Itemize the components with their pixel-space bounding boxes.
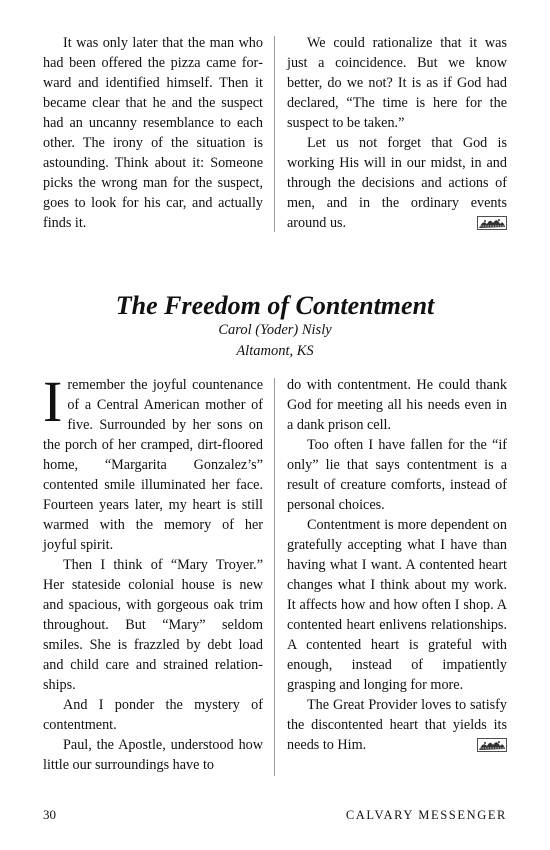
- article-left-column: [43, 369, 263, 775]
- article-paragraph: Contentment is more dependent on gratefully accepting what I have than having what I want. A contented heart changes what I think about my work. It affects how and how often I shop. A contented heart enlivens relationships. A contented heart is grateful with enough, instead of impatiently grasping and longing for more.: [287, 517, 507, 693]
- end-mark-icon: [477, 216, 507, 230]
- article-paragraph: Too often I have fallen for the “if only” lie that says contentment is a result of creature comforts, instead of personal choices.: [287, 437, 507, 513]
- article-location: Altamont, KS: [236, 343, 314, 359]
- column-divider-bottom: [274, 378, 275, 776]
- previous-article-left-column: [43, 33, 263, 233]
- article-paragraph: And I ponder the mystery of contentment.: [43, 697, 263, 733]
- article-continuation: do with contentment. He could thank God for meeting all his needs even in a dank prison cell.: [287, 377, 507, 433]
- column-divider-top: [274, 36, 275, 232]
- magazine-name: CALVARY MESSENGER: [345, 808, 507, 822]
- article-first-paragraph: [43, 369, 263, 555]
- article-right-column: [287, 375, 507, 755]
- article-last-text: The Great Provider loves to satisfy the discontented heart that yields its needs to Him.: [287, 697, 507, 753]
- article-title: The Freedom of Contentment: [115, 291, 435, 320]
- drop-cap: I: [43, 369, 63, 434]
- end-mark-icon: [477, 738, 507, 752]
- previous-article-right-column: [287, 33, 507, 233]
- article-paragraph: Then I think of “Mary Troyer.” Her stateside colonial house is new and spacious, with gorgeous oak trim throughout. But “Mary” seldom smiles. She is frazzled by debt load and child care and strained relationships.: [43, 557, 263, 693]
- page-number: 30: [43, 807, 56, 822]
- article-author: Carol (Yoder) Nisly: [218, 322, 332, 338]
- article-paragraph: [287, 695, 507, 755]
- previous-article-last-text: Let us not forget that God is working His will in our midst, in and through the decisions and actions of men, and in the ordinary events around us.: [287, 135, 507, 231]
- previous-article-paragraph: [287, 133, 507, 233]
- previous-article-paragraph: It was only later that the man who had been offered the pizza came forward and identified himself. Then it became clear that he and the suspect had an uncanny resemblance to each other. The irony of the situation is astounding. Think about it: Someone picks the wrong man for the suspect, goes to look for his car, and actually finds it.: [43, 35, 263, 231]
- previous-article-paragraph: We could rationalize that it was just a coincidence. But we know better, do we not? It is as if God had declared, “The time is here for the suspect to be taken.”: [287, 35, 507, 131]
- article-first-paragraph-text: remember the joyful countenance of a Central American mother of five. Surrounded by her sons on the porch of her cramped, dirt-floored home, “Margarita Gonzalez’s” contented smile illuminated her face. Fourteen years later, my heart is still warmed with the memory of her joyful spirit.: [43, 377, 263, 553]
- article-paragraph: Paul, the Apostle, understood how little our surroundings have to: [43, 737, 263, 773]
